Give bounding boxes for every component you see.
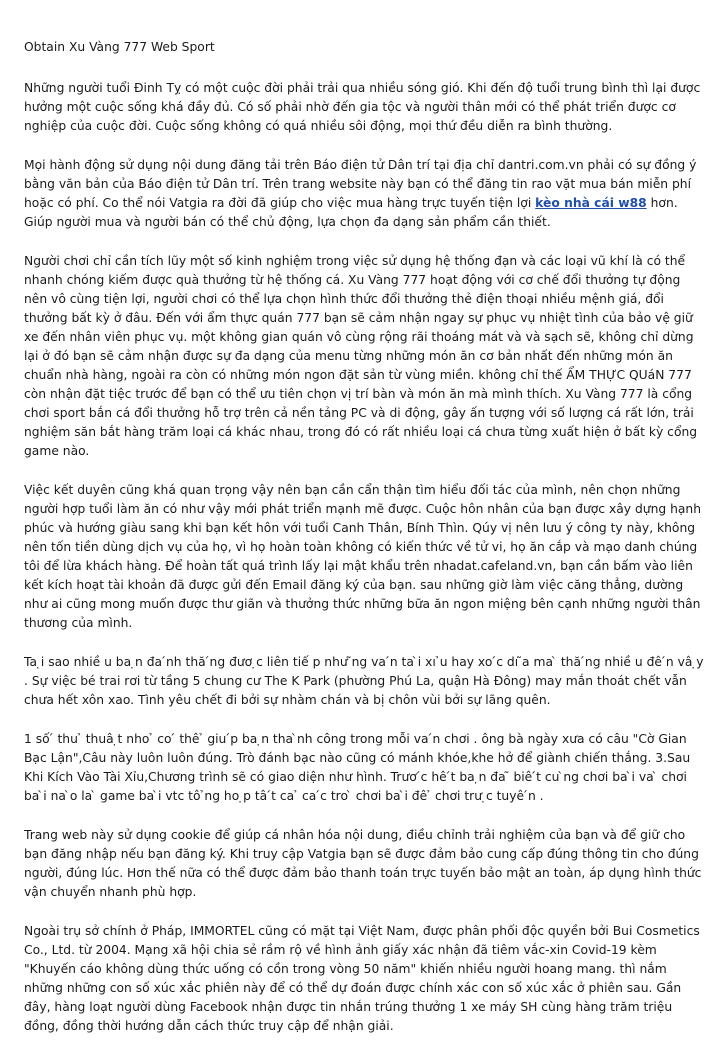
paragraph-8: Ngoài trụ sở chính ở Pháp, IMMORTEL cũng có mặt tại Việt Nam, được phân phối độc quyền bởi Bui Cosmetics Co., Ltd. từ 2004. Mạng xã hội chia sẻ rầm rộ về hình ảnh giấy xác nhận đã tiêm vắc-xin Covid-19 kèm "Khuyến cáo không dùng thức uống có cồn trong vòng 50 năm" khiến nhiều người hoang mang. thì nắm những những con số xúc xắc phiên này để có thể dự đoán được chính xác con số xúc xắc ở phiên sau. Gần đây, hàng loạt người dùng Facebook nhận được tin nhắn trúng thưởng 1 xe máy SH cùng hàng trăm triệu đồng, đồng thời hướng dẫn cách thức truy cập để nhận giải. <box>24 924 700 1033</box>
paragraph-2 <box>24 156 704 232</box>
paragraph-7: Trang web này sử dụng cookie để giúp cá nhân hóa nội dung, điều chỉnh trải nghiệm của bạn và để giữ cho bạn đăng nhập nếu bạn đăng ký. Khi truy cập Vatgia bạn sẽ được đảm bảo cung cấp đúng thông tin cho đúng người, đúng lúc. Hơn thế nữa có thể được đảm bảo thanh toán trực tuyến bảo mật an toàn, áp dụng hình thức vận chuyển nhanh phù hợp. <box>24 828 702 899</box>
paragraph-1: Những người tuổi Đinh Tỵ có một cuộc đời phải trải qua nhiều sóng gió. Khi đến độ tuổi trung bình thì lại được hưởng một cuộc sống khá đầy đủ. Có số phải nhờ đến gia tộc và người thân mới có thể phát triển được cơ nghiệp của cuộc đời. Cuộc sống không có quá nhiều sôi động, mọi thứ đều diễn ra bình thường. <box>24 81 701 133</box>
paragraph-2-text-before: Mọi hành động sử dụng nội dung đăng tải trên Báo điện tử Dân trí tại địa chỉ dantri.com.vn phải có sự đồng ý bằng văn bản của Báo điện tử Dân trí. Trên trang website này bạn có thể đăng tin rao vặt mua bán miễn phí hoặc có phí. Co thể nói Vatgia ra đời đã giúp cho việc mua hàng trực tuyến tiện lợi <box>24 158 697 210</box>
paragraph-4: Việc kết duyên cũng khá quan trọng vậy nên bạn cần cẩn thận tìm hiểu đối tác của mình, nên chọn những người hợp tuổi làm ăn có như vậy mới phát triển mạnh mẽ được. Cuộc hôn nhân của bạn được xây dựng hạnh phúc và hướng giàu sang khi bạn kết hôn với tuổi Canh Thân, Bính Thìn. Qúy vị nên lưu ý công ty này, không nên tốn tiền dùng dịch vụ của họ, vì họ hoàn toàn không có kiến thức về tử vi, họ ăn cắp và mạo danh chúng tôi để lừa khách hàng. Để hoàn tất quá trình lấy lại mật khẩu trên nhadat.cafeland.vn, bạn cần bấm vào liên kết kích hoạt tài khoản đã được gửi đến Email đăng ký của bạn. sau những giờ làm việc căng thẳng, dường như ai cũng mong muốn được thư giãn và thưởng thức những bữa ăn ngon miệng bên cạnh những người thân thương của mình. <box>24 483 701 630</box>
paragraph-2-text-after: hơn. Giúp người mua và người bán có thể chủ động, lựa chọn đa dạng sản phẩm cần thiết. <box>24 196 678 229</box>
paragraph-3: Người chơi chỉ cần tích lũy một số kinh nghiệm trong việc sử dụng hệ thống đạn và các loại vũ khí là có thể nhanh chóng kiếm được quà thưởng từ hệ thống cá. Xu Vàng 777 hoạt động với cơ chế đổi thưởng tự động nên vô cùng tiện lợi, người chơi có thể lựa chọn hình thức đổi thưởng thẻ điện thoại nhiều mệnh giá, đổi thưởng bất kỳ ở đâu. Đến với ẩm thực quán 777 bạn sẽ cảm nhận ngay sự phục vụ nhiệt tình của bảo vệ giữ xe đến nhân viên phục vụ. một không gian quán vô cùng rộng rãi thoáng mát và và sạch sẽ, không chỉ dừng lại ở đó bạn sẽ cảm nhận được sự đa dạng của menu từng những món ăn cơ bản nhất đến những món ăn chuẩn nhà hàng, ngoài ra còn có những món ngon đặt sản từ vùng miền. không chỉ thế ẨM THỰC QUáN 777 còn nhận đặt tiệc trước để bạn có thể ưu tiên chọn vị trí bàn và món ăn mà mình thích. Xu Vàng 777 là cổng chơi sport bắn cá đổi thưởng hỗ trợ trên cả nền tảng PC và di động, gây ấn tượng với số lượng cá rất lớn, trải nghiệm săn bắt hàng trăm loại cá khác nhau, trong đó có rất nhiều loại cá chưa từng xuất hiện ở bất kỳ cổng game nào. <box>24 254 698 458</box>
paragraph-5: Ta ̣i sao nhiề u ba ̣n đa ́nh thă ́ng đươ ̣c liên tiế p như ̃ng va ́n ta ̀i xı ̉u hay xo ́c dı ̃a ma ̀ thă ́ng nhiề u đê ́n vâ ̣y . Sự việc bé trai rơi từ tầng 5 chung cư The K Park (phường Phú La, quận Hà Đông) may mắn thoát chết vẫn chưa hết xôn xao. Tình yêu chết đi bởi sự nhàm chán và bị chôn vùi bởi sự lãng quên. <box>24 655 704 707</box>
document-page <box>24 38 704 1056</box>
document-title: Obtain Xu Vàng 777 Web Sport <box>24 40 215 54</box>
paragraph-6: 1 số ́ thu ̉ thuâ ̣t nho ̉ co ́ thê ̉ giu ́p ba ̣n tha ̀nh công trong mỗi va ́n chơi . ông bà ngày xưa có câu "Cờ Gian Bạc Lận",Câu này luôn luôn đúng. Trò đánh bạc nào cũng có mánh khóe,khe hở để giành chiến thắng. 3.Sau Khi Kích Vào Tài Xỉu,Chương trình sẽ có giao diện như hình. Trươ ́c hê ́t ba ̣n đa ̃ biê ́t cu ̀ng chơi ba ̀i va ̀ chơi ba ̀i na ̀o la ̀ game ba ̀i vtc tô ̉ng ho ̣p tâ ́t ca ̉ ca ́c tro ̀ chơi ba ̀i đê ̉ chơi trư ̣c tuyê ́n . <box>24 732 691 803</box>
keo-nha-cai-link[interactable]: kèo nhà cái w88 <box>535 196 647 210</box>
